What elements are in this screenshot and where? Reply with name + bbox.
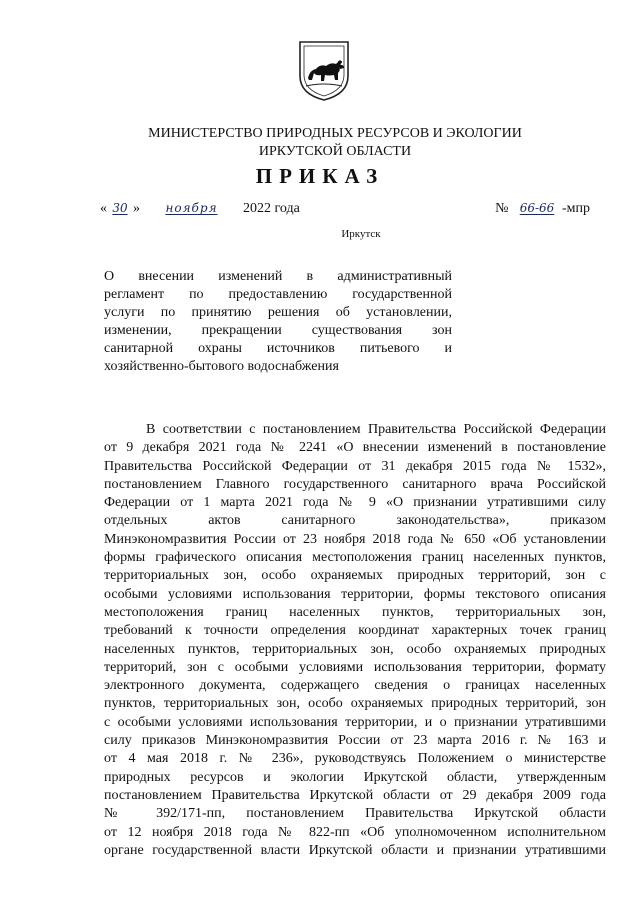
body-line: формы графического описания местоположения границ населенных пунктов, — [104, 550, 606, 566]
document-title: ПРИКАЗ — [255, 164, 385, 188]
body-line: территорий, зон с особыми условиями использования территории, формату — [104, 659, 606, 675]
order-body — [104, 421, 606, 860]
body-line: требований к точности определения координат характерных точек границ — [104, 623, 606, 639]
subject-line: санитарной охраны источников питьевого и — [104, 341, 452, 356]
body-line: № 392/171-пп, постановлением Правительства Иркутской области — [104, 806, 606, 822]
number-suffix: -мпр — [561, 201, 590, 216]
body-line: Правительства Российской Федерации от 31 декабря 2015 года № 1532», — [104, 458, 606, 474]
body-line: особыми условиями использования территории, формы текстового описания — [104, 586, 606, 602]
body-line: от 9 декабря 2021 года № 2241 «О внесении изменений в постановление — [104, 440, 606, 456]
subject-line: изменении, прекращении существования зон — [104, 323, 452, 338]
handwritten-number: 66-66 — [519, 201, 555, 215]
body-line: населенных пунктов, территориальных зон, особо охраняемых природных — [104, 641, 606, 657]
handwritten-month: ноября — [165, 201, 218, 215]
number-sign: № — [495, 201, 509, 216]
body-line: постановлением Правительства Иркутской области от 29 декабря 2009 года — [104, 787, 606, 803]
body-line: Федерации от 1 марта 2021 года № 9 «О признании утратившими силу — [104, 495, 606, 511]
body-line: территориальных зон, особо охраняемых природных территорий, зон с — [104, 568, 606, 584]
date-number-line — [100, 201, 590, 223]
body-line: природных ресурсов и экологии Иркутской области, утвержденным — [104, 769, 606, 785]
body-line: пунктов, территориальных зон, особо охраняемых природных территорий, зон — [104, 696, 606, 712]
order-subject — [104, 268, 452, 376]
subject-line: регламент по предоставлению государственной — [104, 287, 452, 302]
body-line: от 4 мая 2018 г. № 236», руководствуясь Положением о министерстве — [104, 751, 606, 767]
handwritten-day: 30 — [112, 201, 128, 215]
body-line: с особыми условиями использования территории, и о признании утратившими — [104, 714, 606, 730]
subject-line: О внесении изменений в административный — [104, 269, 452, 284]
body-line: отдельных актов санитарного законодательства», приказом — [104, 513, 606, 529]
ministry-name-line-2: ИРКУТСКОЙ ОБЛАСТИ — [258, 144, 412, 159]
body-line: Минэкономразвития России от 23 ноября 2018 года № 650 «Об установлении — [104, 531, 606, 547]
body-line: электронного документа, содержащего сведения о границах населенных — [104, 678, 606, 694]
city-name: Иркутск — [341, 228, 381, 240]
document-number — [495, 201, 590, 217]
subject-line: хозяйственно-бытового водоснабжения — [104, 359, 339, 374]
body-line: от 12 ноября 2018 года № 822-пп «Об уполномоченном исполнительном — [104, 824, 606, 840]
body-line: органе государственной власти Иркутской области и признании утратившими — [104, 842, 606, 858]
ministry-name — [100, 125, 570, 161]
body-line: В соответствии с постановлением Правительства Российской Федерации — [146, 422, 606, 437]
body-line: силу приказов Минэкономразвития России от 23 марта 2016 г. № 163 и — [104, 733, 606, 749]
irkutsk-coat-of-arms-icon — [298, 40, 350, 102]
body-line: постановлением Главного государственного санитарного врача Российской — [104, 476, 606, 492]
document-date — [100, 201, 300, 217]
body-line: местоположения границ населенных пунктов, территориальных зон, — [104, 604, 606, 620]
year-text: 2022 года — [243, 201, 300, 216]
ministry-name-line-1: МИНИСТЕРСТВО ПРИРОДНЫХ РЕСУРСОВ И ЭКОЛОГИИ — [148, 126, 522, 141]
subject-line: услуги по принятию решения об установлении, — [104, 305, 452, 320]
quote-close: » — [133, 201, 140, 216]
quote-open: « — [100, 201, 107, 216]
